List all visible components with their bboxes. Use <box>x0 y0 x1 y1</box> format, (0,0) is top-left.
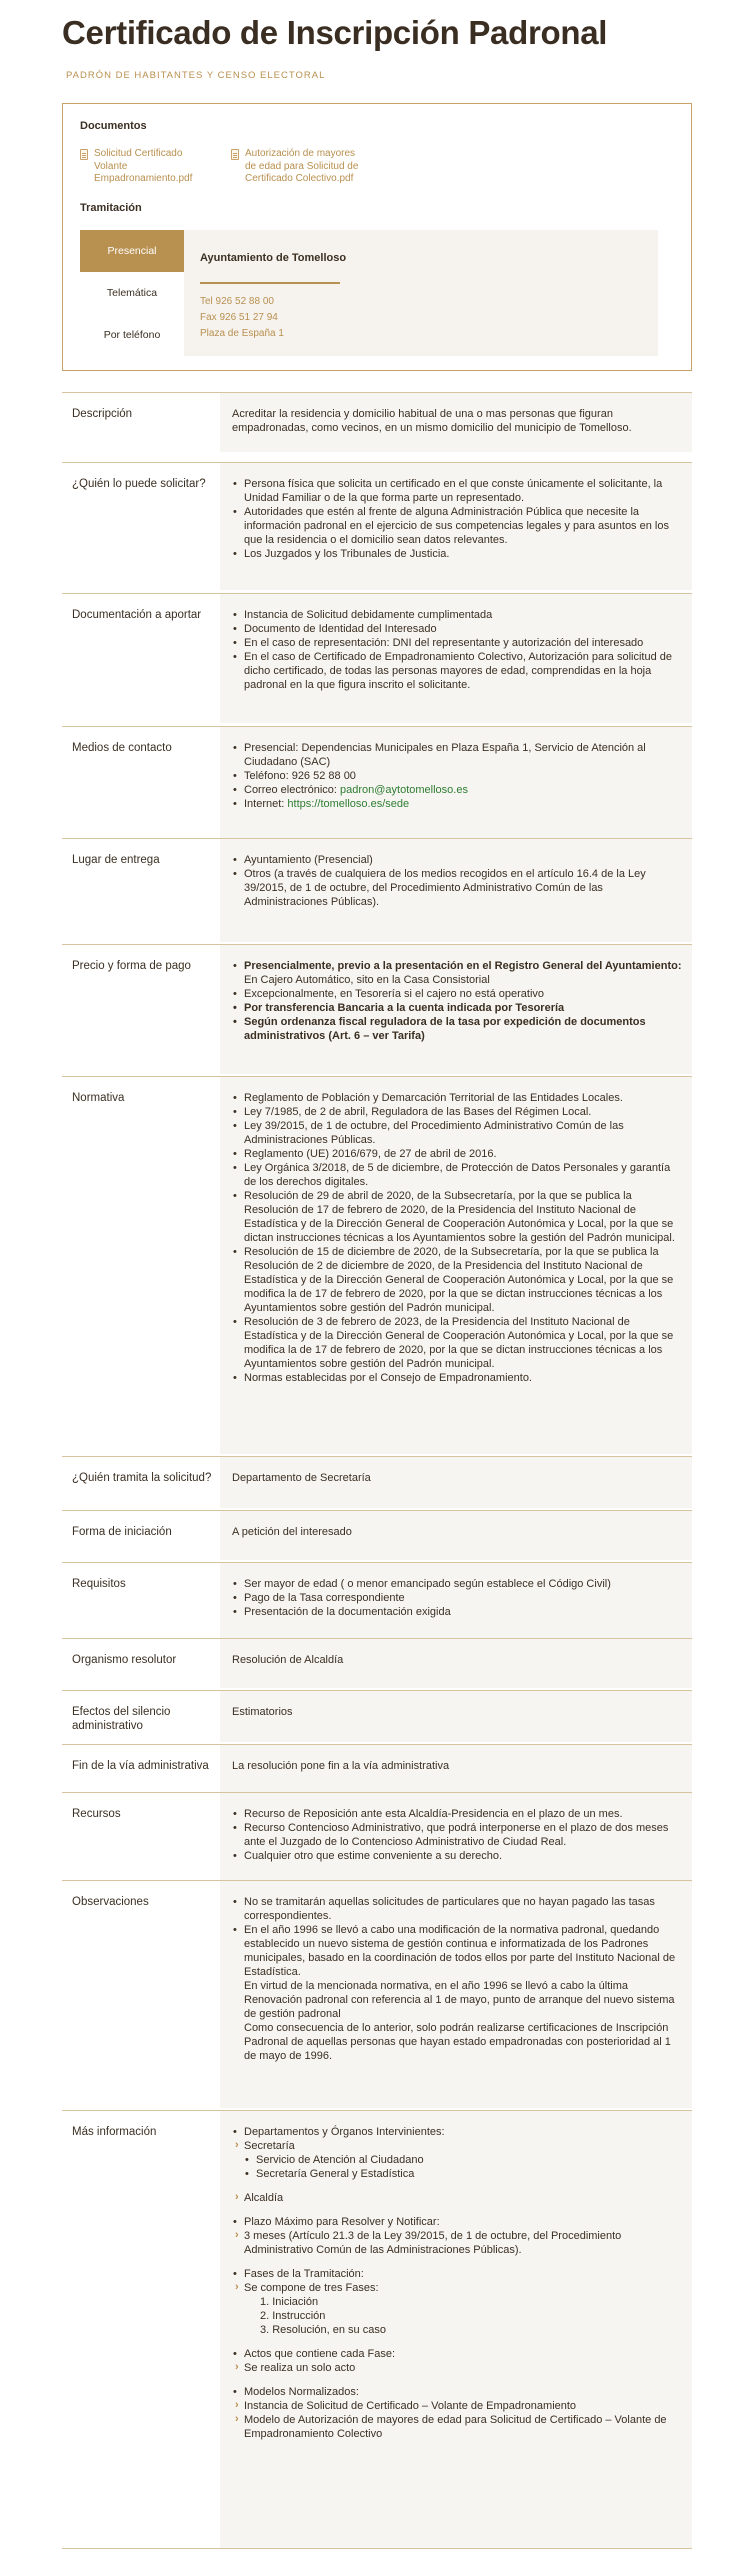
list-item: • Recurso de Reposición ante esta Alcaldía-Presidencia en el plazo de un mes. <box>232 1807 682 1821</box>
documents-heading: Documentos <box>80 120 147 132</box>
list-item: • Servicio de Atención al Ciudadano <box>244 2153 682 2167</box>
row-label: ¿Quién tramita la solicitud? <box>72 1472 212 1484</box>
row-precio-pago <box>62 944 692 1074</box>
row-label: Documentación a aportar <box>72 609 202 621</box>
row-text: La resolución pone fin a la vía administrativa <box>232 1760 450 1772</box>
row-label: Medios de contacto <box>72 742 172 754</box>
list-item: • Normas establecidas por el Consejo de Empadronamiento. <box>232 1371 682 1385</box>
list-item: • Presencialmente, previo a la presentación en el Registro General del Ayuntamiento: En Cajero Automático, sito en la Casa Consistorial <box>232 959 682 987</box>
list-item: • En el caso de Certificado de Empadronamiento Colectivo, Autorización para solicitud de dicho certificado, de todas las personas mayores de edad, comprendidas en la hoja padronal en la que figura inscrito el solicitante. <box>232 650 682 692</box>
row-quien-tramita <box>62 1456 692 1508</box>
list-item[interactable]: • Según ordenanza fiscal reguladora de la tasa por expedición de documentos administrativos (Art. 6 – ver Tarifa) <box>232 1015 682 1043</box>
row-content <box>220 1745 692 1796</box>
document-icon <box>231 149 239 160</box>
group-title: • Departamentos y Órganos Intervinientes: <box>232 2125 682 2139</box>
row-label: Lugar de entrega <box>72 854 160 866</box>
tab-telematica[interactable]: Telemática <box>106 287 158 299</box>
row-content <box>220 463 692 590</box>
row-label: Descripción <box>72 408 133 420</box>
list-item: • Otros (a través de cualquiera de los medios recogidos en el artículo 16.4 de la Ley 39/2015, de 1 de octubre, del Procedimiento Administrativo Común de las Administraciones Públicas). <box>232 867 682 909</box>
row-medios-contacto <box>62 726 692 846</box>
list-item: • Reglamento de Población y Demarcación Territorial de las Entidades Locales. <box>232 1091 682 1105</box>
email-link[interactable]: padron@aytotomelloso.es <box>340 784 468 796</box>
list-item: • Resolución de 15 de diciembre de 2020, de la Subsecretaría, por la que se publica la Resolución de 2 de diciembre de 2020, de la Presidencia del Instituto Nacional de Estadística y de la Dirección General de Cooperación Autonómica y Local, por la que se modifica la de 17 de febrero de 2020, por la que se dictan instrucciones técnicas a los Ayuntamientos sobre gestión del Padrón municipal. <box>232 1245 682 1315</box>
list-item: • Excepcionalmente, en Tesorería si el cajero no está operativo <box>232 987 682 1001</box>
row-lugar-entrega <box>62 838 692 942</box>
office-divider <box>200 282 340 284</box>
row-forma-iniciacion <box>62 1510 692 1560</box>
row-normativa <box>62 1076 692 1454</box>
row-content <box>220 945 692 1074</box>
more-info-body <box>232 2125 682 2451</box>
list-item: • Los Juzgados y los Tribunales de Justicia. <box>232 547 682 561</box>
row-label: ¿Quién lo puede solicitar? <box>72 478 206 490</box>
row-list <box>232 959 682 1043</box>
row-content <box>220 839 692 942</box>
sub-item-secretaria: › Secretaría • Servicio de Atención al Ciudadano • Secretaría General y Estadística <box>232 2139 682 2181</box>
actos-group <box>232 2347 682 2375</box>
list-item: • Secretaría General y Estadística <box>244 2167 682 2181</box>
row-fin-via-administrativa <box>62 1744 692 1796</box>
list-item: • Ser mayor de edad ( o menor emancipado según establece el Código Civil) <box>232 1577 682 1591</box>
row-text: Acreditar la residencia y domicilio habitual de una o mas personas que figuran empadronadas, como vecinos, en un mismo domicilio del municipio de Tomelloso. <box>232 408 632 434</box>
row-content <box>220 1457 692 1508</box>
row-list <box>232 1577 682 1619</box>
sub-item: › 3 meses (Artículo 21.3 de la Ley 39/2015, de 1 de octubre, del Procedimiento Administrativo Común de las Administraciones Públicas). <box>232 2229 682 2257</box>
page-title: Certificado de Inscripción Padronal <box>62 14 608 51</box>
row-documentacion <box>62 593 692 723</box>
row-list <box>232 853 682 909</box>
list-item: • Cualquier otro que estime conveniente a su derecho. <box>232 1849 682 1863</box>
tab-por-telefono[interactable]: Por teléfono <box>103 329 161 341</box>
list-item: • Ayuntamiento (Presencial) <box>232 853 682 867</box>
plazo-group <box>232 2215 682 2257</box>
list-item: • Por transferencia Bancaria a la cuenta indicada por Tesorería <box>232 1001 682 1015</box>
row-label: Forma de iniciación <box>72 1526 172 1538</box>
tab-presencial[interactable]: Presencial <box>80 230 184 272</box>
row-list <box>232 477 682 561</box>
list-item: • Persona física que solicita un certificado en el que conste únicamente el solicitante, la Unidad Familiar o de la que forma parte un representado. <box>232 477 682 505</box>
website-link[interactable]: https://tomelloso.es/sede <box>287 798 410 810</box>
list-item: • Reglamento (UE) 2016/679, de 27 de abril de 2016. <box>232 1147 682 1161</box>
row-label: Efectos del silencio administrativo <box>72 1706 171 1732</box>
list-item: • Recurso Contencioso Administrativo, que podrá interponerse en el plazo de dos meses ante el Juzgado de lo Contencioso Administrativo de Ciudad Real. <box>232 1821 682 1849</box>
row-organismo-resolutor <box>62 1638 692 1688</box>
tramitacion-tabs <box>80 230 184 356</box>
fases-group <box>232 2267 682 2337</box>
row-observaciones <box>62 1880 692 2108</box>
list-item: • Ley 39/2015, de 1 de octubre, del Procedimiento Administrativo Común de las Administraciones Públicas. <box>232 1119 682 1147</box>
row-text: Estimatorios <box>232 1706 293 1718</box>
row-list <box>232 741 682 811</box>
list-item: • Ley Orgánica 3/2018, de 5 de diciembre, de Protección de Datos Personales y garantía de los derechos digitales. <box>232 1161 682 1189</box>
row-content <box>220 1077 692 1454</box>
sub-item-alcaldia: › Alcaldía <box>232 2191 682 2205</box>
list-item: • Presentación de la documentación exigida <box>232 1605 682 1619</box>
list-item: • Documento de Identidad del Interesado <box>232 622 682 636</box>
row-list <box>232 1807 682 1863</box>
document-link-autorizacion[interactable]: Autorización de mayores de edad para Solicitud de Certificado Colectivo.pdf <box>231 148 391 186</box>
office-address[interactable]: Plaza de España 1 <box>200 328 284 339</box>
step-item: 1. Iniciación <box>260 2296 319 2308</box>
row-content <box>220 1881 692 2108</box>
office-name: Ayuntamiento de Tomelloso <box>200 252 347 264</box>
row-label: Normativa <box>72 1092 125 1104</box>
model-link[interactable]: › Instancia de Solicitud de Certificado – Volante de Empadronamiento <box>232 2399 682 2413</box>
document-icon <box>80 149 88 160</box>
list-item: • Instancia de Solicitud debidamente cumplimentada <box>232 608 682 622</box>
list-item: • Presencial: Dependencias Municipales en Plaza España 1, Servicio de Atención al Ciudadano (SAC) <box>232 741 682 769</box>
tab-panel-presencial <box>184 230 658 356</box>
group-title: • Fases de la Tramitación: <box>232 2267 682 2281</box>
step-item: 2. Instrucción <box>260 2310 326 2322</box>
list-item: • En el año 1996 se llevó a cabo una modificación de la normativa padronal, quedando establecido un nuevo sistema de gestión continua e informatizada de los Padrones municipales, basado en la coordinación de todos ellos por parte del Instituto Nacional de Estadística. En virtud de la mencionada normativa, en el año 1996 se llevó a cabo la última Renovación padronal con referencia al 1 de mayo, punto de arranque del nuevo sistema de gestión padronal Como consecuencia de lo anterior, solo podrán realizarse certificaciones de Inscripción Padronal de aquellas personas que hayan estado empadronadas con posterioridad al 1 de mayo de 1996. <box>232 1923 682 2063</box>
row-quien-solicita <box>62 462 692 590</box>
list-item: • Resolución de 29 de abril de 2020, de la Subsecretaría, por la que se publica la Resolución de 17 de febrero de 2020, de la Presidencia del Instituto Nacional de Estadística y de la Dirección General de Cooperación Autonómica y Local, por la que se dictan instrucciones técnicas a los Ayuntamientos sobre la gestión del Padrón municipal. <box>232 1189 682 1245</box>
row-text: A petición del interesado <box>232 1526 352 1538</box>
row-content <box>220 1691 692 1742</box>
row-content <box>220 1563 692 1646</box>
bottom-divider <box>62 2548 692 2549</box>
step-item: 3. Resolución, en su caso <box>260 2324 386 2336</box>
row-content <box>220 2111 692 2548</box>
list-item: • Internet: https://tomelloso.es/sede <box>232 797 682 811</box>
group-title: • Plazo Máximo para Resolver y Notificar: <box>232 2215 682 2229</box>
list-item: • En el caso de representación: DNI del representante y autorización del interesado <box>232 636 682 650</box>
row-content <box>220 1639 692 1688</box>
row-label: Observaciones <box>72 1896 149 1908</box>
row-text: Departamento de Secretaría <box>232 1472 371 1484</box>
row-label: Organismo resolutor <box>72 1654 177 1666</box>
list-item: • Teléfono: 926 52 88 00 <box>232 769 682 783</box>
list-item: • Correo electrónico: padron@aytotomelloso.es <box>232 783 682 797</box>
list-item: • Autoridades que estén al frente de alguna Administración Pública que necesite la información padronal en el ejercicio de sus competencias legales y para asuntos en los que la residencia o el domicilio sean datos relevantes. <box>232 505 682 547</box>
list-item: • Ley 7/1985, de 2 de abril, Reguladora de las Bases del Régimen Local. <box>232 1105 682 1119</box>
row-label: Recursos <box>72 1808 121 1820</box>
procedure-card <box>62 103 692 371</box>
row-content <box>220 1793 692 1888</box>
office-fax: Fax 926 51 27 94 <box>200 312 278 323</box>
page-subtitle: PADRÓN DE HABITANTES Y CENSO ELECTORAL <box>66 70 326 81</box>
row-mas-informacion <box>62 2110 692 2548</box>
sub-item: › Se realiza un solo acto <box>232 2361 682 2375</box>
row-efectos-silencio <box>62 1690 692 1742</box>
modelos-group <box>232 2385 682 2441</box>
row-list <box>232 608 682 692</box>
row-label: Más información <box>72 2126 157 2138</box>
row-list <box>232 1091 682 1385</box>
row-recursos <box>62 1792 692 1888</box>
departamentos-group <box>232 2125 682 2205</box>
row-content <box>220 393 692 452</box>
row-label: Precio y forma de pago <box>72 960 191 972</box>
model-link[interactable]: › Modelo de Autorización de mayores de edad para Solicitud de Certificado – Volante de Empadronamiento Colectivo <box>232 2413 682 2441</box>
group-title: • Actos que contiene cada Fase: <box>232 2347 682 2361</box>
row-requisitos <box>62 1562 692 1646</box>
tramitacion-heading: Tramitación <box>80 202 142 214</box>
row-label: Fin de la vía administrativa <box>72 1760 209 1772</box>
row-content <box>220 727 692 846</box>
row-descripcion <box>62 392 692 452</box>
list-item: • Pago de la Tasa correspondiente <box>232 1591 682 1605</box>
row-content <box>220 594 692 723</box>
list-item: • No se tramitarán aquellas solicitudes de particulares que no hayan pagado las tasas correspondientes. <box>232 1895 682 1923</box>
row-content <box>220 1511 692 1560</box>
list-item: • Resolución de 3 de febrero de 2023, de la Presidencia del Instituto Nacional de Estadística y de la Dirección General de Cooperación Autonómica y Local, por la que se modifica la de 17 de febrero de 2020, por la que se dictan instrucciones técnicas a los Ayuntamientos sobre gestión del Padrón municipal. <box>232 1315 682 1371</box>
row-label: Requisitos <box>72 1578 126 1590</box>
sub-item: › Se compone de tres Fases: 1. Iniciación 2. Instrucción 3. Resolución, en su caso <box>232 2281 682 2337</box>
row-text: Resolución de Alcaldía <box>232 1654 344 1666</box>
group-title: • Modelos Normalizados: <box>232 2385 682 2399</box>
document-link-solicitud[interactable]: Solicitud Certificado Volante Empadronamiento.pdf <box>80 148 220 186</box>
row-list <box>232 1895 682 2063</box>
office-phone[interactable]: Tel 926 52 88 00 <box>200 296 274 307</box>
